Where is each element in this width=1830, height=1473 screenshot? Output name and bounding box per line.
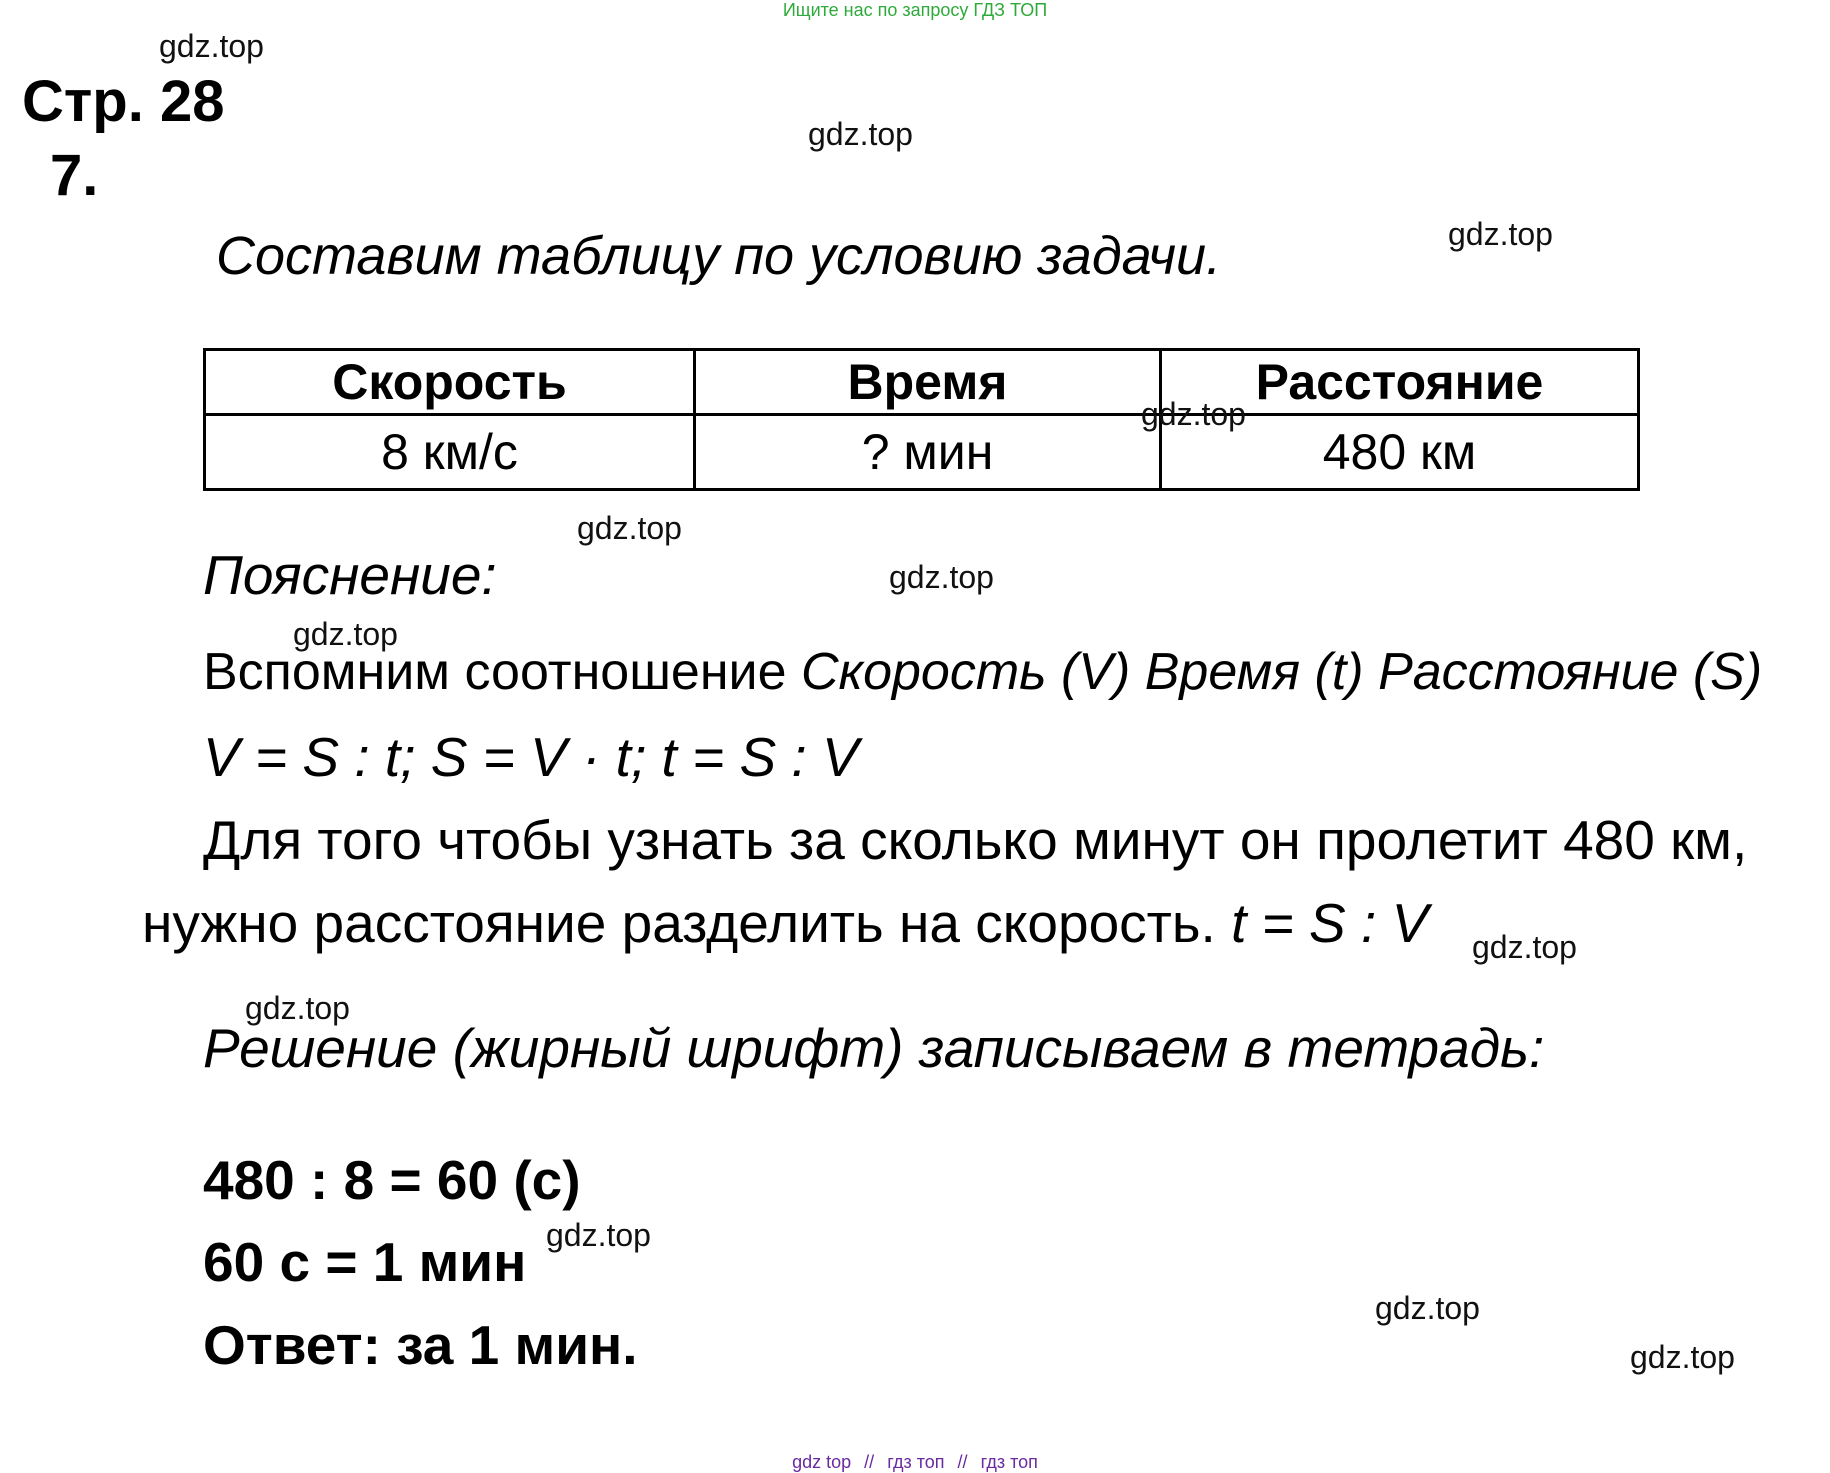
recall-prefix: Вспомним соотношение <box>203 643 801 701</box>
top-search-note: Ищите нас по запросу ГДЗ ТОП <box>782 0 1048 20</box>
watermark: gdz.top <box>546 1217 651 1253</box>
table-cell: 480 км <box>1161 415 1639 490</box>
table-header-row <box>205 350 1639 415</box>
condition-table <box>203 348 1640 491</box>
table-cell: ? мин <box>695 415 1161 490</box>
watermark: gdz.top <box>293 616 398 652</box>
footer-text: гдз топ <box>887 1452 945 1472</box>
paragraph-line-1: Для того чтобы узнать за сколько минут он пролетит 480 км, <box>203 809 1748 871</box>
recall-line <box>203 642 1762 702</box>
solution-line-1: 480 : 8 = 60 (с) <box>203 1149 581 1211</box>
watermark: gdz.top <box>1630 1339 1735 1375</box>
paragraph-line-2 <box>142 891 1428 955</box>
task-number: 7. <box>50 143 99 208</box>
footer-separator: // <box>864 1452 875 1472</box>
paragraph-formula: t = S : V <box>1231 892 1429 954</box>
watermark: gdz.top <box>159 28 264 64</box>
watermark: gdz.top <box>1141 396 1246 432</box>
answer-line: Ответ: за 1 мин. <box>203 1314 638 1376</box>
watermark: gdz.top <box>245 990 350 1026</box>
footer <box>0 1452 1830 1473</box>
watermark: gdz.top <box>577 510 682 546</box>
page-label: Стр. 28 <box>22 69 225 134</box>
table-header-cell: Время <box>695 350 1161 415</box>
table-cell: 8 км/с <box>205 415 695 490</box>
paragraph-text: нужно расстояние разделить на скорость. <box>142 892 1232 954</box>
solution-line-2: 60 с = 1 мин <box>203 1231 527 1293</box>
watermark: gdz.top <box>1375 1290 1480 1326</box>
watermark: gdz.top <box>808 116 913 152</box>
recall-relation: Скорость (V) Время (t) Расстояние (S) <box>800 643 1763 701</box>
watermark: gdz.top <box>1472 929 1577 965</box>
footer-separator: // <box>957 1452 968 1472</box>
formulas: V = S : t; S = V · t; t = S : V <box>203 726 859 788</box>
table-header-cell: Скорость <box>205 350 695 415</box>
watermark: gdz.top <box>1448 216 1553 252</box>
solution-label: Решение (жирный шрифт) записываем в тетрадь: <box>203 1017 1545 1079</box>
watermark: gdz.top <box>889 559 994 595</box>
table-row <box>205 415 1639 490</box>
explanation-label: Пояснение: <box>203 544 497 606</box>
table-header-cell: Расстояние <box>1161 350 1639 415</box>
footer-text: gdz top <box>792 1452 852 1472</box>
intro-text: Составим таблицу по условию задачи. <box>216 226 1222 286</box>
footer-text: гдз топ <box>980 1452 1038 1472</box>
